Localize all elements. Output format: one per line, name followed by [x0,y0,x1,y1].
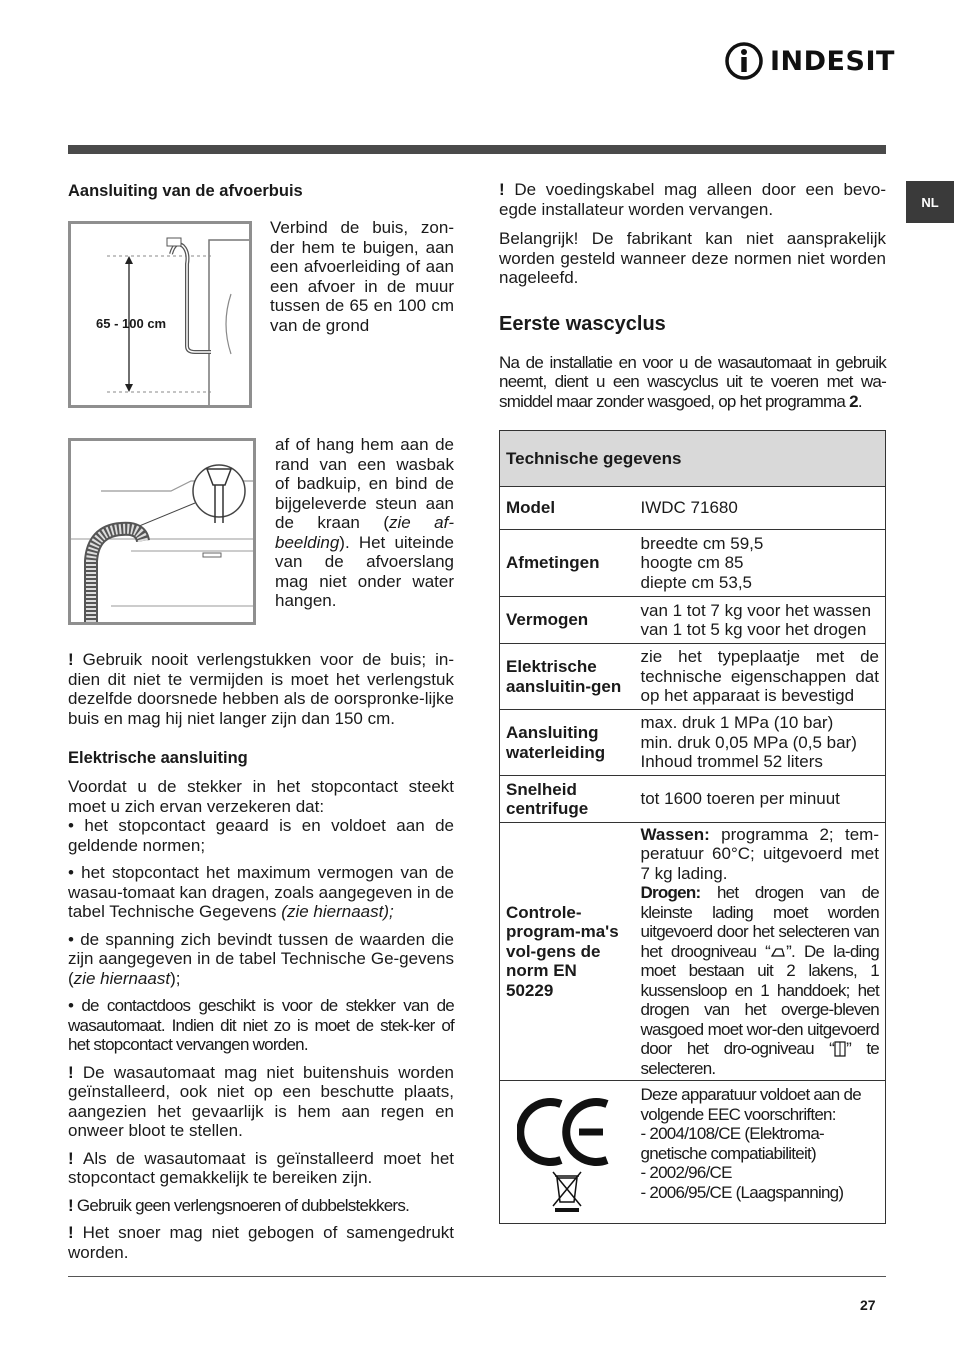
spec-water-min: min. druk 0,05 MPa (0,5 bar) [640,732,857,752]
spec-water-drum: Inhoud trommel 52 liters [640,752,823,772]
first-cycle-title: Eerste wascyclus [499,312,666,335]
electrical-bullet-2-ref: (zie hiernaast); [281,902,394,921]
electrical-bullet-3-ref: zie hiernaast [73,968,171,988]
spec-capacity-dry: van 1 tot 5 kg voor het drogen [640,620,867,639]
spec-value-model: IWDC 71680 [635,487,886,530]
warning-cords [68,1196,454,1216]
footer-rule [68,1276,886,1277]
spec-key-capacity: Vermogen [500,597,635,644]
electrical-bullet-2-text: • het stopcontact het maximum vermogen van de wasau-tomaat kan dragen, zoals aangegeven in de tabel Technische Gegevens [68,863,454,921]
table-title: Technische gegevens [500,431,886,487]
spec-control-dry-text-2: ”. De la-ding moet bestaan uit 2 lakens, 1 kussensloop en 1 handdoek; het drogen van het overge-bleven wasgoed moet wor-den uitgevoerd door het dro-ogniveau “ [640,941,879,1059]
drain-text-sink-ref: zie af-beelding [275,513,454,552]
drain-text-sink-part1: af of hang hem aan de rand van een wasbak of badkuip, en bind de bijgeleverde steun aan de kraan ( [275,435,454,532]
electrical-intro: Voordat u de stekker in het stopcontact steekt moet u zich ervan verzekeren dat: [68,777,454,816]
weee-bin-icon [553,1172,581,1212]
spec-control-dry-label: Drogen: [640,883,701,903]
technical-data-table [499,430,886,1224]
spec-dim-height: hoogte cm 85 [640,553,744,573]
header-rule [68,145,886,154]
table-row [500,487,886,530]
drain-sink-illustration [71,441,253,622]
spec-key-water: Aansluiting waterleiding [500,710,635,776]
spec-control-wash [641,825,880,884]
spec-value-spin: tot 1600 toeren per minuut [635,776,886,823]
eec-intro: Deze apparatuur voldoet aan de volgende EEC voorschriften: [640,1085,861,1124]
important-note: Belangrijk! De fabrikant kan niet aansprakelijk worden gesteld wanneer deze normen niet worden nageleefd. [499,229,886,287]
spec-control-dry [641,883,880,1078]
spec-key-model: Model [500,487,635,530]
first-cycle-text [499,353,886,412]
spec-key-dimensions: Afmetingen [500,530,635,597]
spec-key-spin: Snelheid centrifuge [500,776,635,823]
spec-key-electrical: Elektrische aansluitin-gen [500,644,635,710]
drain-text-wall: Verbind de buis, zon-der hem te buigen, aan een afvoerleiding of aan een afvoer in de muur tussen de 65 en 100 cm van de grond [270,218,454,335]
drain-height-figure [68,221,252,408]
warning-mark: ! [68,1062,83,1082]
spec-key-control: Controle-program-ma's vol-gens de norm EN 50229 [500,823,635,1081]
warning-mark: ! [499,180,515,199]
drain-sink-figure [68,438,256,625]
spec-control-wash-label: Wassen: [640,824,710,844]
warning-outdoor-text: De wasautomaat mag niet buitenshuis worden geïnstalleerd, ook niet op een beschutte plaats, aangezien het gevaarlijk is hem aan regen en onweer bloot te stellen. [68,1062,454,1140]
electrical-bullet-3 [68,930,454,989]
warning-bend-text: Het snoer mag niet gebogen of samengedrukt worden. [68,1223,454,1262]
table-row [500,776,886,823]
left-column [68,180,454,1262]
table-row [500,597,886,644]
iron-dry-icon [770,946,786,958]
drain-figure-1-block [68,218,454,408]
page-number: 27 [860,1297,876,1313]
drain-figure-2-block [68,435,454,625]
drain-text-sink-part2: ). Het uiteinde van de afvoerslang mag niet onder water hangen. [275,532,454,610]
spec-value-electrical: zie het typeplaatje met de technische eigenschappen dat op het apparaat is bevestigd [635,644,886,710]
spec-value-capacity [635,597,886,644]
spec-value-control [635,823,886,1081]
drain-height-illustration [71,224,249,405]
language-tab: NL [906,181,954,223]
table-row [500,823,886,1081]
spec-control-dry-text-3: ” te selecteren. [640,1039,880,1078]
warning-extension-text: Gebruik nooit verlengstukken voor de buis; in-dien dit niet te vermijden is moet het verlengstuk dezelfde doorsnede hebben als de oorspronke-lijke buis en mag hij niet langer zijn dan 150 cm. [68,650,454,728]
table-row [500,530,886,597]
drain-section-title: Aansluiting van de afvoerbuis [68,182,303,200]
warning-cable-text: De voedingskabel mag alleen door een bevo-egde installateur worden vervangen. [499,180,886,219]
table-row [500,710,886,776]
spec-value-water [635,710,886,776]
spec-capacity-wash: van 1 tot 7 kg voor het wassen [640,600,872,620]
warning-mark: ! [68,1223,83,1242]
electrical-bullet-3-text: • de spanning zich bevindt tussen de waarden die zijn aangegeven in de tabel Technische Ge-gevens ( [68,929,454,988]
height-range-label: 65 - 100 cm [96,316,167,331]
spec-control-dry-text-1: het drogen van de kleinste lading moet worden uitgevoerd door het selecteren van het droogniveau “ [640,883,879,961]
electrical-bullet-2 [68,863,454,922]
table-row [500,644,886,710]
electrical-bullet-1: • het stopcontact geaard is en voldoet aan de geldende normen; [68,816,454,855]
warning-bend [68,1223,454,1262]
eec-directive-emc: - 2004/108/CE (Elektroma-gnetische compatiabiliteit) [640,1124,824,1163]
eec-compliance-text [635,1081,886,1224]
table-row [500,1081,886,1224]
warning-mark: ! [68,1195,77,1215]
warning-access [68,1149,454,1188]
eec-directive-weee: - 2002/96/CE [640,1163,732,1182]
warning-outdoor [68,1063,454,1141]
ce-mark-icon [517,1092,617,1212]
warning-cable [499,180,886,219]
cupboard-dry-icon [834,1041,846,1057]
electrical-section-title: Elektrische aansluiting [68,749,248,767]
first-cycle-program: 2 [849,391,858,411]
warning-extension [68,650,454,728]
drain-text-sink [275,435,454,611]
warning-mark: ! [68,650,83,669]
table-header-row [500,431,886,487]
indesit-i-logo-icon [724,41,764,81]
warning-cords-text: Gebruik geen verlengsnoeren of dubbelstekkers. [76,1195,410,1215]
compliance-marks [500,1081,635,1224]
spec-control-wash-text: programma 2; tem-peratuur 60°C; uitgevoerd met 7 kg lading. [640,824,879,883]
warning-access-text: Als de wasautomaat is geïnstalleerd moet het stopcontact gemakkelijk te bereiken zijn. [68,1148,454,1187]
spec-water-max: max. druk 1 MPa (10 bar) [640,713,834,733]
eec-directive-lvd: - 2006/95/CE (Laagspanning) [640,1182,844,1202]
spec-dim-width: breedte cm 59,5 [640,533,764,553]
spec-value-dimensions [635,530,886,597]
brand-name: INDESIT [770,45,895,77]
indesit-logo [724,40,895,82]
warning-mark: ! [68,1148,84,1168]
spec-dim-depth: diepte cm 53,5 [640,572,753,592]
electrical-bullet-3-end: ); [170,968,181,988]
first-cycle-end: . [857,391,862,411]
right-column [499,180,886,1224]
first-cycle-body: Na de installatie en voor u de wasautomaat in gebruik neemt, dient u een wascyclus uit te voeren met wa-smiddel maar zonder wasgoed, op het programma [499,352,886,411]
electrical-bullet-4: • de contactdoos geschikt is voor de stekker van de wasautomaat. Indien dit niet zo is moet de stek-ker of het stopcontact vervangen worden. [68,996,454,1054]
